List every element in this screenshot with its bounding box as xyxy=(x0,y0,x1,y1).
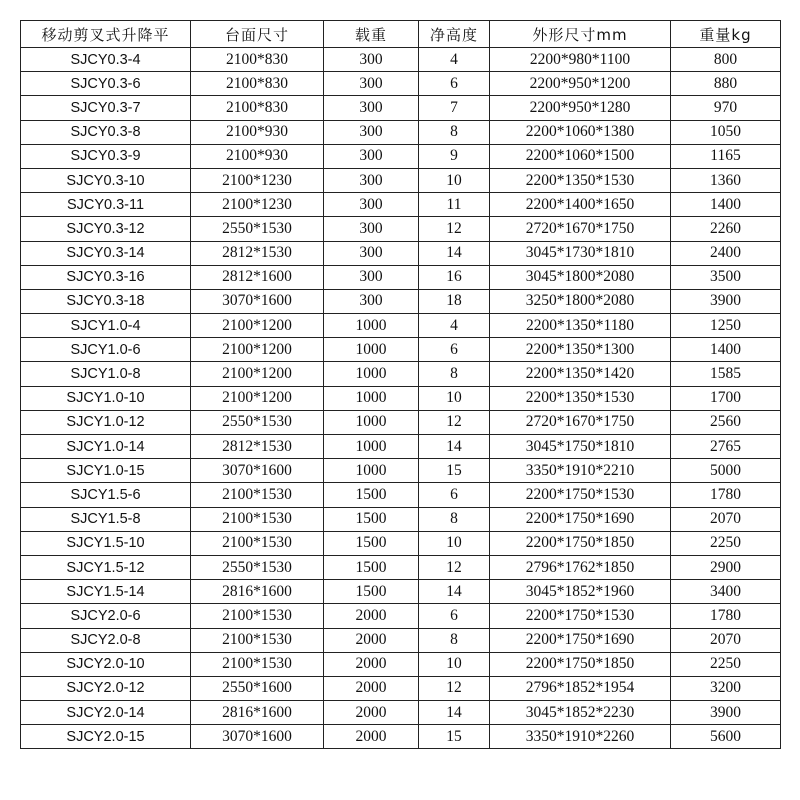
cell-weight: 1400 xyxy=(671,193,781,217)
cell-model: SJCY1.5-10 xyxy=(21,531,191,555)
cell-load: 1000 xyxy=(324,410,419,434)
table-row xyxy=(21,580,781,604)
cell-load: 1500 xyxy=(324,531,419,555)
cell-weight: 2900 xyxy=(671,555,781,579)
cell-overall-dimensions: 2200*1350*1300 xyxy=(490,338,671,362)
cell-load: 1500 xyxy=(324,507,419,531)
table-row xyxy=(21,241,781,265)
cell-overall-dimensions: 2200*1350*1530 xyxy=(490,168,671,192)
table-row xyxy=(21,555,781,579)
header-load: 载重 xyxy=(324,21,419,48)
cell-model: SJCY0.3-16 xyxy=(21,265,191,289)
cell-model: SJCY0.3-6 xyxy=(21,72,191,96)
table-row xyxy=(21,410,781,434)
cell-net-height: 12 xyxy=(419,410,490,434)
cell-weight: 2765 xyxy=(671,435,781,459)
cell-platform-size: 2812*1530 xyxy=(191,435,324,459)
cell-platform-size: 2100*1200 xyxy=(191,314,324,338)
cell-model: SJCY1.5-6 xyxy=(21,483,191,507)
cell-net-height: 10 xyxy=(419,531,490,555)
cell-net-height: 14 xyxy=(419,435,490,459)
cell-overall-dimensions: 2796*1762*1850 xyxy=(490,555,671,579)
cell-model: SJCY2.0-6 xyxy=(21,604,191,628)
cell-weight: 2070 xyxy=(671,628,781,652)
cell-load: 1500 xyxy=(324,483,419,507)
spec-sheet xyxy=(20,20,780,778)
cell-overall-dimensions: 2200*950*1200 xyxy=(490,72,671,96)
header-row xyxy=(21,21,781,48)
cell-weight: 3400 xyxy=(671,580,781,604)
cell-net-height: 6 xyxy=(419,483,490,507)
cell-load: 1500 xyxy=(324,555,419,579)
cell-model: SJCY0.3-9 xyxy=(21,144,191,168)
cell-platform-size: 2100*830 xyxy=(191,72,324,96)
header-net-height: 净高度 xyxy=(419,21,490,48)
cell-weight: 2560 xyxy=(671,410,781,434)
cell-overall-dimensions: 3045*1750*1810 xyxy=(490,435,671,459)
cell-platform-size: 2100*930 xyxy=(191,120,324,144)
table-row xyxy=(21,96,781,120)
cell-load: 300 xyxy=(324,120,419,144)
table-row xyxy=(21,338,781,362)
cell-overall-dimensions: 2200*1060*1500 xyxy=(490,144,671,168)
cell-platform-size: 2100*930 xyxy=(191,144,324,168)
header-platform-size: 台面尺寸 xyxy=(191,21,324,48)
cell-weight: 1250 xyxy=(671,314,781,338)
cell-model: SJCY0.3-12 xyxy=(21,217,191,241)
cell-platform-size: 2816*1600 xyxy=(191,701,324,725)
cell-overall-dimensions: 2200*1060*1380 xyxy=(490,120,671,144)
cell-load: 1000 xyxy=(324,362,419,386)
cell-weight: 1585 xyxy=(671,362,781,386)
cell-model: SJCY1.0-4 xyxy=(21,314,191,338)
cell-model: SJCY2.0-8 xyxy=(21,628,191,652)
cell-overall-dimensions: 2200*1750*1690 xyxy=(490,628,671,652)
cell-platform-size: 2550*1530 xyxy=(191,555,324,579)
cell-net-height: 15 xyxy=(419,459,490,483)
cell-load: 2000 xyxy=(324,652,419,676)
cell-weight: 1700 xyxy=(671,386,781,410)
cell-weight: 3500 xyxy=(671,265,781,289)
cell-weight: 970 xyxy=(671,96,781,120)
cell-net-height: 7 xyxy=(419,96,490,120)
cell-platform-size: 2100*830 xyxy=(191,48,324,72)
cell-load: 300 xyxy=(324,217,419,241)
cell-model: SJCY1.0-14 xyxy=(21,435,191,459)
cell-overall-dimensions: 2200*1350*1420 xyxy=(490,362,671,386)
cell-platform-size: 2100*1200 xyxy=(191,362,324,386)
header-weight: 重量kg xyxy=(671,21,781,48)
cell-weight: 3200 xyxy=(671,676,781,700)
cell-weight: 2260 xyxy=(671,217,781,241)
cell-weight: 1360 xyxy=(671,168,781,192)
cell-load: 300 xyxy=(324,96,419,120)
table-row xyxy=(21,362,781,386)
cell-weight: 1050 xyxy=(671,120,781,144)
cell-platform-size: 3070*1600 xyxy=(191,459,324,483)
table-row xyxy=(21,289,781,313)
spec-table xyxy=(20,20,781,749)
table-row xyxy=(21,168,781,192)
cell-weight: 880 xyxy=(671,72,781,96)
cell-overall-dimensions: 2796*1852*1954 xyxy=(490,676,671,700)
cell-load: 300 xyxy=(324,144,419,168)
cell-weight: 2070 xyxy=(671,507,781,531)
cell-model: SJCY0.3-10 xyxy=(21,168,191,192)
cell-weight: 1165 xyxy=(671,144,781,168)
cell-net-height: 14 xyxy=(419,241,490,265)
cell-net-height: 10 xyxy=(419,168,490,192)
cell-load: 1000 xyxy=(324,386,419,410)
cell-platform-size: 2100*1200 xyxy=(191,386,324,410)
cell-net-height: 6 xyxy=(419,604,490,628)
cell-load: 2000 xyxy=(324,628,419,652)
table-row xyxy=(21,48,781,72)
cell-net-height: 12 xyxy=(419,217,490,241)
cell-load: 1500 xyxy=(324,580,419,604)
table-row xyxy=(21,217,781,241)
cell-overall-dimensions: 2720*1670*1750 xyxy=(490,217,671,241)
cell-net-height: 15 xyxy=(419,725,490,749)
cell-weight: 1780 xyxy=(671,604,781,628)
cell-platform-size: 2100*1200 xyxy=(191,338,324,362)
cell-load: 1000 xyxy=(324,459,419,483)
cell-load: 300 xyxy=(324,193,419,217)
cell-platform-size: 2100*1530 xyxy=(191,483,324,507)
cell-platform-size: 2100*830 xyxy=(191,96,324,120)
cell-net-height: 12 xyxy=(419,555,490,579)
cell-platform-size: 2100*1230 xyxy=(191,193,324,217)
cell-overall-dimensions: 2200*1750*1850 xyxy=(490,531,671,555)
cell-platform-size: 2550*1530 xyxy=(191,217,324,241)
cell-load: 300 xyxy=(324,168,419,192)
cell-platform-size: 2812*1600 xyxy=(191,265,324,289)
cell-load: 300 xyxy=(324,241,419,265)
cell-load: 300 xyxy=(324,289,419,313)
cell-weight: 800 xyxy=(671,48,781,72)
cell-load: 2000 xyxy=(324,604,419,628)
table-row xyxy=(21,459,781,483)
cell-overall-dimensions: 3250*1800*2080 xyxy=(490,289,671,313)
table-row xyxy=(21,144,781,168)
cell-overall-dimensions: 3045*1800*2080 xyxy=(490,265,671,289)
cell-overall-dimensions: 2200*1750*1530 xyxy=(490,483,671,507)
cell-weight: 1400 xyxy=(671,338,781,362)
table-row xyxy=(21,483,781,507)
cell-overall-dimensions: 3350*1910*2210 xyxy=(490,459,671,483)
cell-platform-size: 3070*1600 xyxy=(191,725,324,749)
cell-overall-dimensions: 2200*1750*1850 xyxy=(490,652,671,676)
cell-net-height: 9 xyxy=(419,144,490,168)
table-row xyxy=(21,604,781,628)
table-body xyxy=(21,48,781,749)
table-row xyxy=(21,314,781,338)
cell-platform-size: 3070*1600 xyxy=(191,289,324,313)
cell-overall-dimensions: 2720*1670*1750 xyxy=(490,410,671,434)
cell-platform-size: 2550*1530 xyxy=(191,410,324,434)
table-row xyxy=(21,265,781,289)
cell-model: SJCY2.0-10 xyxy=(21,652,191,676)
cell-platform-size: 2100*1530 xyxy=(191,531,324,555)
cell-weight: 5000 xyxy=(671,459,781,483)
cell-net-height: 6 xyxy=(419,72,490,96)
cell-load: 1000 xyxy=(324,314,419,338)
cell-weight: 2400 xyxy=(671,241,781,265)
cell-weight: 2250 xyxy=(671,652,781,676)
cell-overall-dimensions: 3045*1730*1810 xyxy=(490,241,671,265)
cell-net-height: 8 xyxy=(419,628,490,652)
cell-weight: 5600 xyxy=(671,725,781,749)
cell-net-height: 11 xyxy=(419,193,490,217)
table-row xyxy=(21,193,781,217)
cell-net-height: 12 xyxy=(419,676,490,700)
cell-weight: 2250 xyxy=(671,531,781,555)
table-row xyxy=(21,435,781,459)
table-row xyxy=(21,120,781,144)
cell-model: SJCY1.0-15 xyxy=(21,459,191,483)
cell-net-height: 16 xyxy=(419,265,490,289)
cell-model: SJCY2.0-12 xyxy=(21,676,191,700)
cell-model: SJCY1.5-12 xyxy=(21,555,191,579)
cell-model: SJCY1.5-14 xyxy=(21,580,191,604)
cell-model: SJCY0.3-14 xyxy=(21,241,191,265)
cell-model: SJCY1.0-6 xyxy=(21,338,191,362)
cell-net-height: 18 xyxy=(419,289,490,313)
cell-platform-size: 2100*1230 xyxy=(191,168,324,192)
cell-overall-dimensions: 2200*980*1100 xyxy=(490,48,671,72)
cell-model: SJCY2.0-14 xyxy=(21,701,191,725)
header-overall-dimensions: 外形尺寸mm xyxy=(490,21,671,48)
cell-overall-dimensions: 3350*1910*2260 xyxy=(490,725,671,749)
cell-load: 1000 xyxy=(324,338,419,362)
cell-model: SJCY0.3-7 xyxy=(21,96,191,120)
cell-net-height: 10 xyxy=(419,386,490,410)
header-model: 移动剪叉式升降平 xyxy=(21,21,191,48)
cell-net-height: 4 xyxy=(419,314,490,338)
cell-model: SJCY0.3-18 xyxy=(21,289,191,313)
table-row xyxy=(21,701,781,725)
cell-platform-size: 2550*1600 xyxy=(191,676,324,700)
cell-model: SJCY0.3-4 xyxy=(21,48,191,72)
cell-overall-dimensions: 3045*1852*2230 xyxy=(490,701,671,725)
cell-platform-size: 2100*1530 xyxy=(191,604,324,628)
cell-model: SJCY1.0-10 xyxy=(21,386,191,410)
cell-load: 300 xyxy=(324,265,419,289)
table-row xyxy=(21,531,781,555)
cell-net-height: 14 xyxy=(419,701,490,725)
cell-overall-dimensions: 2200*1350*1530 xyxy=(490,386,671,410)
cell-weight: 1780 xyxy=(671,483,781,507)
cell-weight: 3900 xyxy=(671,701,781,725)
cell-model: SJCY1.0-12 xyxy=(21,410,191,434)
cell-load: 2000 xyxy=(324,701,419,725)
table-row xyxy=(21,386,781,410)
cell-load: 300 xyxy=(324,72,419,96)
table-row xyxy=(21,72,781,96)
cell-model: SJCY1.0-8 xyxy=(21,362,191,386)
cell-platform-size: 2812*1530 xyxy=(191,241,324,265)
cell-load: 2000 xyxy=(324,725,419,749)
cell-model: SJCY2.0-15 xyxy=(21,725,191,749)
cell-overall-dimensions: 2200*1350*1180 xyxy=(490,314,671,338)
cell-platform-size: 2100*1530 xyxy=(191,507,324,531)
cell-load: 300 xyxy=(324,48,419,72)
table-header xyxy=(21,21,781,48)
cell-platform-size: 2100*1530 xyxy=(191,652,324,676)
cell-weight: 3900 xyxy=(671,289,781,313)
cell-net-height: 8 xyxy=(419,362,490,386)
cell-overall-dimensions: 2200*1400*1650 xyxy=(490,193,671,217)
cell-load: 2000 xyxy=(324,676,419,700)
cell-model: SJCY1.5-8 xyxy=(21,507,191,531)
cell-net-height: 8 xyxy=(419,120,490,144)
table-row xyxy=(21,652,781,676)
cell-platform-size: 2100*1530 xyxy=(191,628,324,652)
cell-net-height: 6 xyxy=(419,338,490,362)
cell-net-height: 14 xyxy=(419,580,490,604)
table-row xyxy=(21,725,781,749)
table-row xyxy=(21,507,781,531)
cell-overall-dimensions: 2200*1750*1690 xyxy=(490,507,671,531)
cell-net-height: 8 xyxy=(419,507,490,531)
cell-platform-size: 2816*1600 xyxy=(191,580,324,604)
cell-net-height: 4 xyxy=(419,48,490,72)
cell-net-height: 10 xyxy=(419,652,490,676)
table-row xyxy=(21,676,781,700)
cell-model: SJCY0.3-8 xyxy=(21,120,191,144)
cell-model: SJCY0.3-11 xyxy=(21,193,191,217)
table-row xyxy=(21,628,781,652)
cell-overall-dimensions: 3045*1852*1960 xyxy=(490,580,671,604)
cell-overall-dimensions: 2200*1750*1530 xyxy=(490,604,671,628)
cell-overall-dimensions: 2200*950*1280 xyxy=(490,96,671,120)
cell-load: 1000 xyxy=(324,435,419,459)
